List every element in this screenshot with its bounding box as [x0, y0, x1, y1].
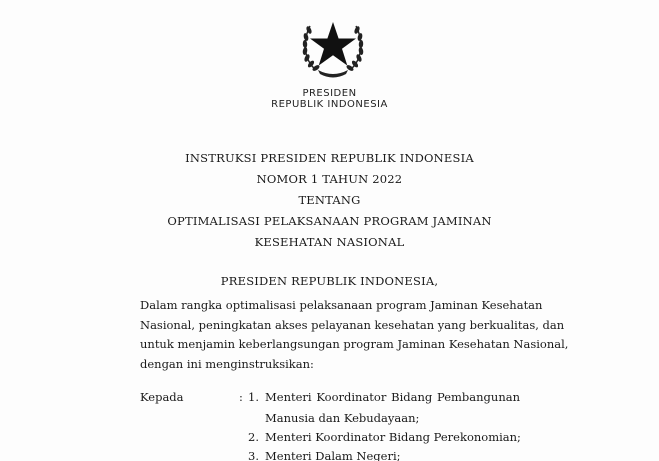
title-about: TENTANG — [298, 193, 361, 207]
garuda-star-emblem-icon — [296, 4, 370, 84]
authority-heading: PRESIDEN REPUBLIK INDONESIA, — [220, 274, 439, 288]
list-item-text: Menteri Koordinator Bidang Pembangunan — [265, 390, 520, 404]
item-text: Manusia dan Kebudayaan; — [265, 411, 420, 425]
title-number-year: NOMOR 1 TAHUN 2022 — [256, 172, 403, 186]
item-number: 3. — [248, 449, 259, 461]
issuer-line-republic: REPUBLIK INDONESIA — [271, 99, 388, 110]
preamble-line: untuk menjamin keberlangsungan program Jaminan Kesehatan Nasional, — [140, 337, 569, 351]
item-number: 1. — [248, 390, 259, 404]
list-item-text-continued — [265, 411, 419, 425]
issuer-line-president: PRESIDEN — [302, 88, 357, 99]
title-instruction: INSTRUKSI PRESIDEN REPUBLIK INDONESIA — [185, 151, 474, 165]
item-text: Menteri Koordinator Bidang Perekonomian; — [265, 430, 521, 444]
item-number: 2. — [248, 430, 259, 444]
preamble-line: dengan ini menginstruksikan: — [140, 356, 314, 371]
list-item — [245, 430, 525, 446]
preamble-line: Nasional, peningkatan akses pelayanan kesehatan yang berkualitas, dan — [140, 317, 565, 332]
list-item — [245, 449, 525, 461]
recipients-colon: : — [239, 390, 243, 404]
title-subject-line2: KESEHATAN NASIONAL — [254, 235, 405, 249]
recipients-label: Kepada — [140, 390, 184, 404]
item-text: Menteri Dalam Negeri; — [265, 449, 401, 461]
preamble-line: Dalam rangka optimalisasi pelaksanaan program Jaminan Kesehatan — [140, 298, 543, 312]
preamble-paragraph — [140, 296, 569, 374]
title-subject-line1: OPTIMALISASI PELAKSANAAN PROGRAM JAMINAN — [167, 214, 492, 228]
